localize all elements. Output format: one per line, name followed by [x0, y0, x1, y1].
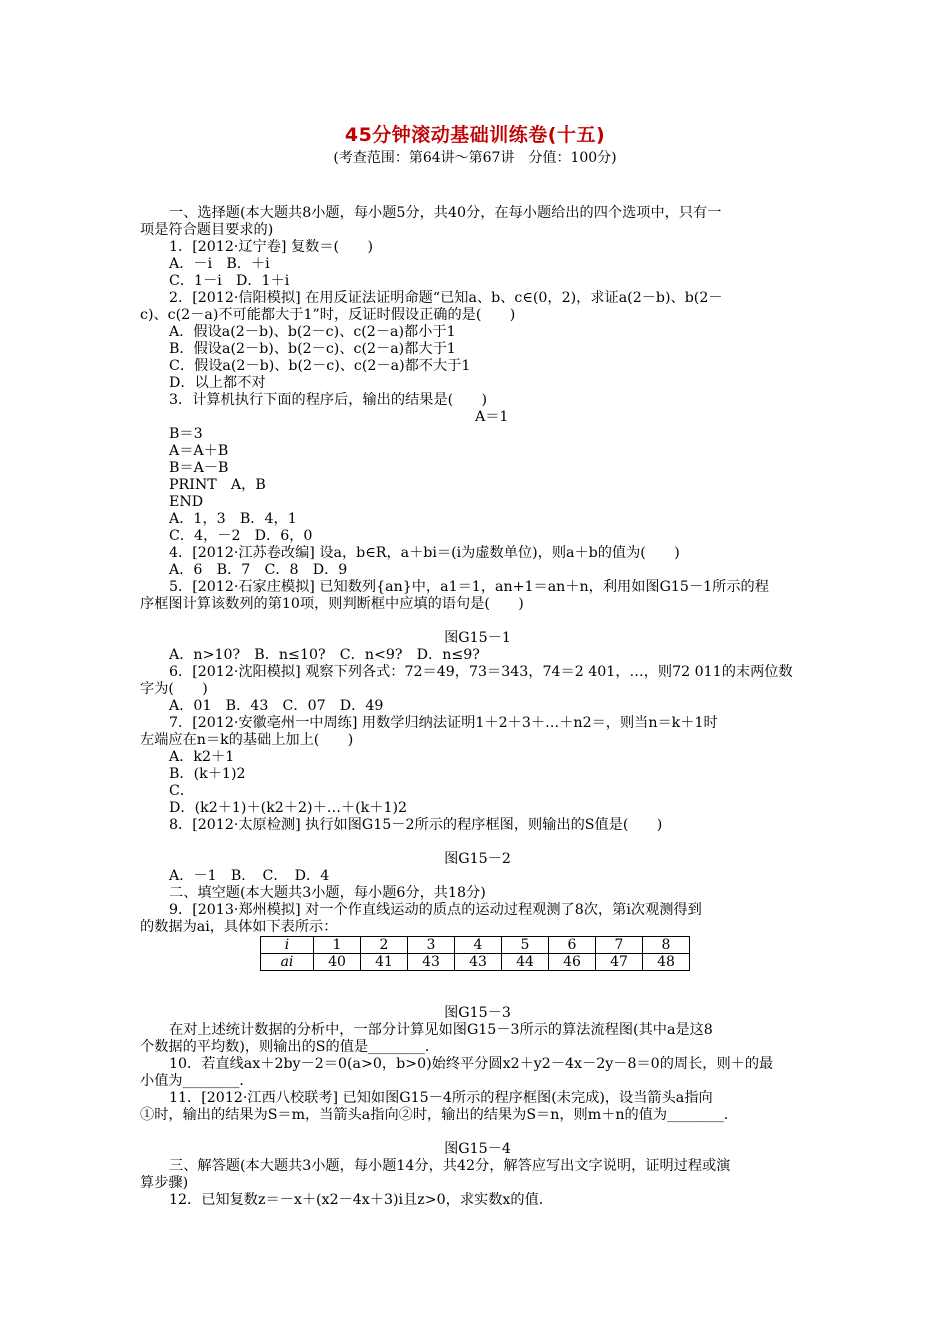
figure-caption-g15-2: 图G15－2 [444, 851, 511, 867]
table-header-row [261, 937, 690, 954]
question-7-option-d: D．(k2＋1)＋(k2＋2)＋…＋(k＋1)2 [169, 800, 408, 816]
program-line-2: B＝3 [169, 426, 203, 442]
question-6-cont: 字为( ) [140, 681, 208, 697]
table-cell: 44 [502, 954, 549, 971]
table-cell: 40 [314, 954, 361, 971]
section-1-heading-cont: 项是符合题目要求的) [140, 222, 274, 238]
question-5-options: A．n>10? B．n≤10? C．n<9? D．n≤9? [169, 647, 480, 663]
question-9-analysis: 在对上述统计数据的分析中，一部分计算见如图G15－3所示的算法流程图(其中a是这8 [169, 1022, 713, 1038]
section-2-heading: 二、填空题(本大题共3小题，每小题6分，共18分) [169, 885, 486, 901]
question-1-options-a: A．－i B．＋i [169, 256, 270, 272]
table-cell: 3 [408, 937, 455, 954]
figure-caption-g15-1: 图G15－1 [444, 630, 511, 646]
question-2-option-b: B．假设a(2－b)、b(2－c)、c(2－a)都大于1 [169, 341, 456, 357]
question-4: 4．[2012·江苏卷改编] 设a，b∈R，a＋bi＝(i为虚数单位)，则a＋b的值为( ) [169, 545, 680, 561]
question-6: 6．[2012·沈阳模拟] 观察下列各式：72＝49，73＝343，74＝2 401，…，则72 011的末两位数 [169, 664, 793, 680]
question-3: 3．计算机执行下面的程序后，输出的结果是( ) [169, 392, 488, 408]
table-cell: 41 [361, 954, 408, 971]
question-7-option-a: A．k2＋1 [169, 749, 235, 765]
question-11-cont: ①时，输出的结果为S＝m，当箭头a指向②时，输出的结果为S＝n，则m＋n的值为________． [140, 1107, 739, 1123]
question-7-option-c: C． [169, 783, 195, 799]
question-7-cont: 左端应在n＝k的基础上加上( ) [140, 732, 354, 748]
table-cell: 46 [549, 954, 596, 971]
question-3-options-a: A．1，3 B．4，1 [169, 511, 297, 527]
question-4-options: A．6 B．7 C．8 D．9 [169, 562, 348, 578]
page-subtitle: (考查范围：第64讲～第67讲 分值：100分) [333, 150, 617, 166]
table-cell: 7 [596, 937, 643, 954]
section-3-heading-cont: 算步骤) [140, 1175, 189, 1191]
document-body [140, 205, 815, 1209]
question-2-option-a: A．假设a(2－b)、b(2－c)、c(2－a)都小于1 [169, 324, 456, 340]
program-line-5: PRINT A，B [169, 477, 266, 493]
table-cell: 43 [455, 954, 502, 971]
program-line-3: A＝A＋B [169, 443, 229, 459]
question-5-cont: 序框图计算该数列的第10项，则判断框中应填的语句是( ) [140, 596, 524, 612]
program-line-6: END [169, 494, 204, 510]
question-2-cont: c)、c(2－a)不可能都大于1”时，反证时假设正确的是( ) [140, 307, 516, 323]
question-2-option-c: C．假设a(2－b)、b(2－c)、c(2－a)都不大于1 [169, 358, 471, 374]
question-2-option-d: D．以上都不对 [169, 375, 266, 391]
table-cell: ai [261, 954, 314, 971]
question-9: 9．[2013·郑州模拟] 对一个作直线运动的质点的运动过程观测了8次，第i次观测得到 [169, 902, 702, 918]
question-7-option-b: B．(k＋1)2 [169, 766, 246, 782]
program-line-4: B＝A－B [169, 460, 229, 476]
figure-caption-g15-4: 图G15－4 [444, 1141, 511, 1157]
table-cell: i [261, 937, 314, 954]
table-cell: 6 [549, 937, 596, 954]
question-12: 12．已知复数z＝－x＋(x2－4x＋3)i且z>0，求实数x的值． [169, 1192, 553, 1208]
question-7: 7．[2012·安徽亳州一中周练] 用数学归纳法证明1＋2＋3＋…＋n2＝，则当n＝k＋1时 [169, 715, 718, 731]
question-1: 1．[2012·辽宁卷] 复数＝( ) [169, 239, 373, 255]
table-row [261, 954, 690, 971]
table-cell: 8 [643, 937, 690, 954]
question-9-cont: 的数据为ai，具体如下表所示： [140, 919, 338, 935]
question-1-options-b: C．1－i D．1＋i [169, 273, 290, 289]
table-cell: 2 [361, 937, 408, 954]
table-cell: 43 [408, 954, 455, 971]
table-cell: 5 [502, 937, 549, 954]
question-2: 2．[2012·信阳模拟] 在用反证法证明命题“已知a、b、c∈(0，2)，求证a(2－b)、b(2－ [169, 290, 723, 306]
question-8: 8．[2012·太原检测] 执行如图G15－2所示的程序框图，则输出的S值是( ) [169, 817, 663, 833]
question-3-options-b: C．4，－2 D．6，0 [169, 528, 313, 544]
question-10-cont: 小值为________． [140, 1073, 254, 1089]
question-11: 11．[2012·江西八校联考] 已知如图G15－4所示的程序框图(未完成)，设当箭头a指向 [169, 1090, 713, 1106]
figure-caption-g15-3: 图G15－3 [444, 1005, 511, 1021]
page-title: 45分钟滚动基础训练卷(十五) [344, 124, 606, 146]
table-cell: 4 [455, 937, 502, 954]
question-8-options: A．－1 B． C． D．4 [169, 868, 330, 884]
question-10: 10．若直线ax＋2by－2＝0(a>0，b>0)始终平分圆x2＋y2－4x－2y－8＝0的周长，则＋的最 [169, 1056, 774, 1072]
table-cell: 47 [596, 954, 643, 971]
program-line-1: A＝1 [475, 409, 509, 425]
section-1-heading: 一、选择题(本大题共8小题，每小题5分，共40分，在每小题给出的四个选项中，只有一 [169, 205, 722, 221]
question-5: 5．[2012·石家庄模拟] 已知数列{an}中，a1＝1，an+1＝an＋n，利用如图G15－1所示的程 [169, 579, 769, 595]
question-9-analysis-cont: 个数据的平均数)，则输出的S的值是________． [140, 1039, 440, 1055]
table-cell: 1 [314, 937, 361, 954]
question-6-options: A．01 B．43 C．07 D．49 [169, 698, 384, 714]
section-3-heading: 三、解答题(本大题共3小题，每小题14分，共42分，解答应写出文字说明，证明过程或演 [169, 1158, 731, 1174]
observation-table [260, 936, 690, 971]
table-cell: 48 [643, 954, 690, 971]
